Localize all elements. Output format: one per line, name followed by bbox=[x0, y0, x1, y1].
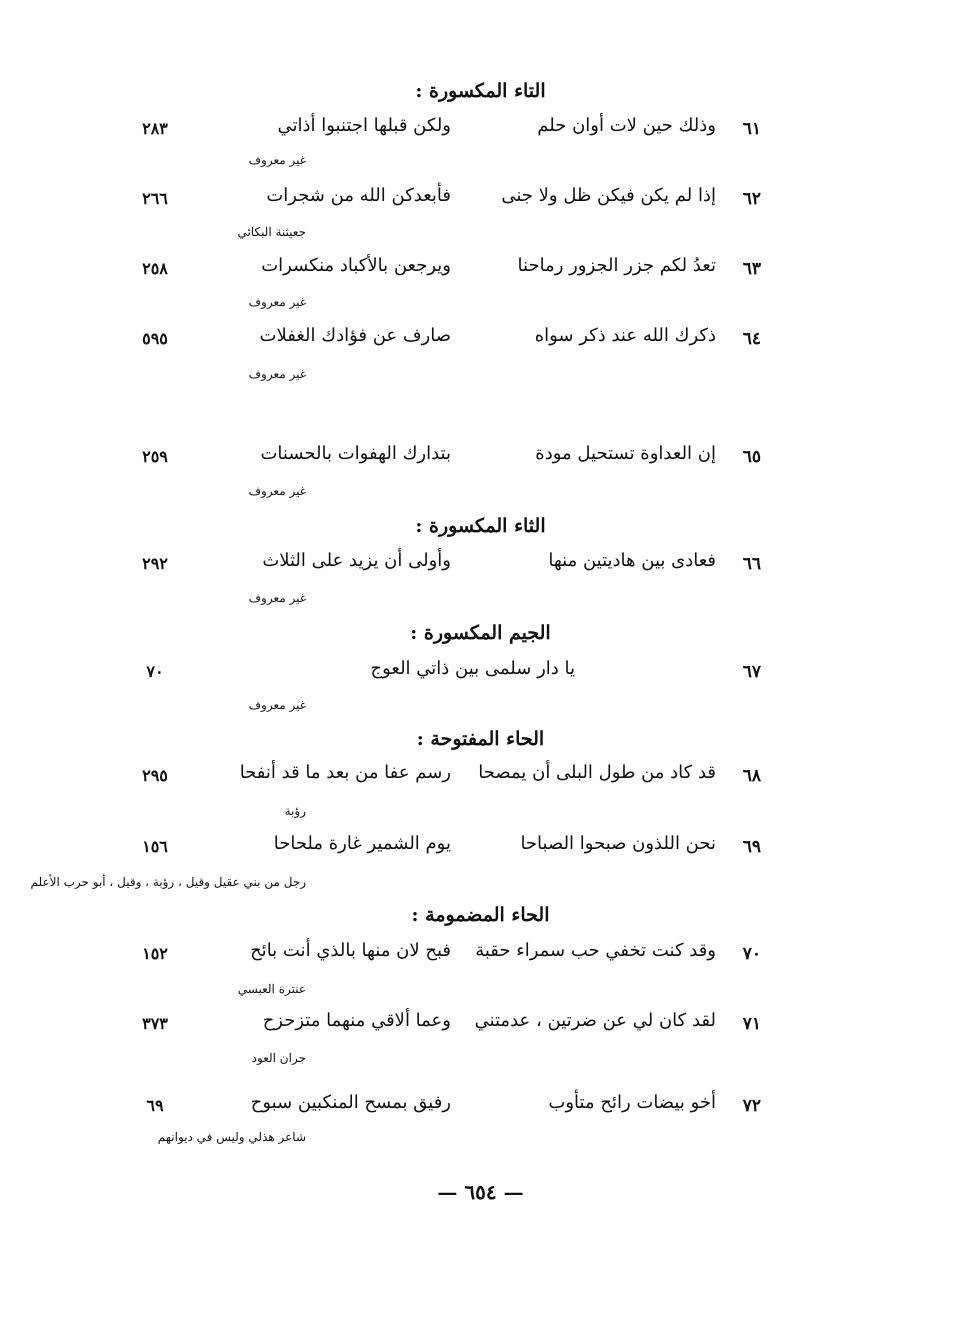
poet-attribution: رؤبة bbox=[284, 804, 306, 818]
page-reference: ٢٩٢ bbox=[142, 554, 168, 573]
second-hemistich: فأبعدكن الله من شجرات bbox=[266, 185, 451, 206]
page-reference: ٢٥٩ bbox=[142, 447, 168, 466]
first-hemistich: نحن اللذون صبحوا الصباحا bbox=[520, 833, 716, 854]
verse-number: ٧٠ bbox=[742, 944, 761, 964]
page-reference: ٥٩٥ bbox=[142, 329, 168, 348]
verse-entry bbox=[0, 443, 961, 503]
verse-number: ٦٨ bbox=[742, 766, 761, 786]
page-reference: ٢٩٥ bbox=[142, 766, 168, 785]
verse-entry bbox=[0, 115, 961, 175]
poet-attribution: غير معروف bbox=[248, 698, 306, 712]
section-heading-jim: الجيم المكسورة : bbox=[410, 622, 551, 644]
page-reference: ١٥٦ bbox=[142, 837, 168, 856]
poet-attribution: جران العود bbox=[251, 1051, 306, 1065]
first-hemistich: أخو بيضات رائح متأوب bbox=[548, 1092, 716, 1113]
poet-attribution: جعيثنة البكائي bbox=[237, 225, 306, 239]
verse-entry bbox=[0, 185, 961, 245]
verse-number: ٦١ bbox=[742, 119, 761, 139]
poet-attribution: غير معروف bbox=[248, 591, 306, 605]
section-heading-ha-closed: الحاء المضمومة : bbox=[411, 904, 550, 926]
section-heading-tha: الثاء المكسورة : bbox=[415, 515, 546, 537]
verse-number: ٧٢ bbox=[742, 1096, 761, 1116]
poet-attribution: غير معروف bbox=[248, 484, 306, 498]
page-reference: ٦٩ bbox=[146, 1096, 164, 1115]
poet-attribution: رجل من بني عقيل وقيل ، رؤبة ، وقيل ، أبو حرب الأعلم bbox=[30, 875, 306, 889]
second-hemistich: يوم الشمير غارة ملحاحا bbox=[273, 833, 451, 854]
verse-entry bbox=[0, 940, 961, 1000]
poet-attribution: شاعر هذلي وليس في ديوانهم bbox=[157, 1130, 306, 1144]
first-hemistich: إذا لم يكن فيكن ظل ولا جنى bbox=[501, 185, 716, 206]
verse-entry bbox=[0, 325, 961, 385]
verse-number: ٧١ bbox=[742, 1014, 761, 1034]
first-hemistich: تعدُ لكم جزر الجزور رماحنا bbox=[517, 255, 716, 276]
page-reference: ٢٦٦ bbox=[142, 189, 168, 208]
poet-attribution: غير معروف bbox=[248, 153, 306, 167]
section-heading-ha-open: الحاء المفتوحة : bbox=[416, 728, 545, 750]
section-heading-ta: التاء المكسورة : bbox=[415, 80, 546, 102]
verse-entry bbox=[0, 833, 961, 893]
second-hemistich: وأولى أن يزيد على الثلاث bbox=[262, 550, 451, 571]
page-reference: ٢٥٨ bbox=[142, 259, 168, 278]
verse-entry bbox=[0, 255, 961, 315]
second-hemistich: رفيق بمسح المنكبين سبوح bbox=[250, 1092, 451, 1113]
second-hemistich: ويرجعن بالأكباد منكسرات bbox=[261, 255, 451, 276]
second-hemistich: ولكن قبلها اجتنبوا أذاتي bbox=[277, 115, 451, 136]
second-hemistich: فبح لان منها بالذي أنت بائح bbox=[250, 940, 451, 961]
second-hemistich: وعما ألاقي منهما متزحزح bbox=[262, 1010, 451, 1031]
poet-attribution: غير معروف bbox=[248, 295, 306, 309]
verse-number: ٦٤ bbox=[742, 329, 761, 349]
page-reference: ٧٠ bbox=[146, 662, 164, 681]
first-hemistich: ذكرك الله عند ذكر سواه bbox=[534, 325, 716, 346]
single-verse: يا دار سلمى بين ذاتي العوج bbox=[370, 658, 575, 679]
verse-entry bbox=[0, 762, 961, 822]
second-hemistich: رسم عفا من بعد ما قد أنفحا bbox=[239, 762, 451, 783]
verse-entry bbox=[0, 1092, 961, 1152]
verse-number: ٦٩ bbox=[742, 837, 761, 857]
verse-number: ٦٧ bbox=[742, 662, 761, 682]
page-reference: ٢٨٣ bbox=[142, 119, 168, 138]
second-hemistich: صارف عن فؤادك الغفلات bbox=[259, 325, 451, 346]
verse-number: ٦٦ bbox=[742, 554, 761, 574]
first-hemistich: إن العداوة تستحيل مودة bbox=[535, 443, 716, 464]
page-number: — ٦٥٤ — bbox=[437, 1180, 524, 1204]
second-hemistich: بتدارك الهفوات بالحسنات bbox=[260, 443, 451, 464]
first-hemistich: لقد كان لي عن ضرتين ، عدمتني bbox=[474, 1010, 716, 1031]
first-hemistich: قد كاد من طول البلى أن يمصحا bbox=[478, 762, 716, 783]
page-reference: ١٥٢ bbox=[142, 944, 168, 963]
verse-number: ٦٥ bbox=[742, 447, 761, 467]
poet-attribution: عنترة العبسي bbox=[237, 982, 306, 996]
verse-number: ٦٣ bbox=[742, 259, 761, 279]
verse-entry bbox=[0, 658, 961, 718]
verse-number: ٦٢ bbox=[742, 189, 761, 209]
first-hemistich: وذلك حين لات أوان حلم bbox=[537, 115, 716, 136]
first-hemistich: فعادى بين هاديتين منها bbox=[548, 550, 716, 571]
page-reference: ٣٧٣ bbox=[142, 1014, 168, 1033]
verse-entry bbox=[0, 550, 961, 610]
first-hemistich: وقد كنت تخفي حب سمراء حقبة bbox=[475, 940, 716, 961]
poet-attribution: غير معروف bbox=[248, 367, 306, 381]
verse-entry bbox=[0, 1010, 961, 1070]
